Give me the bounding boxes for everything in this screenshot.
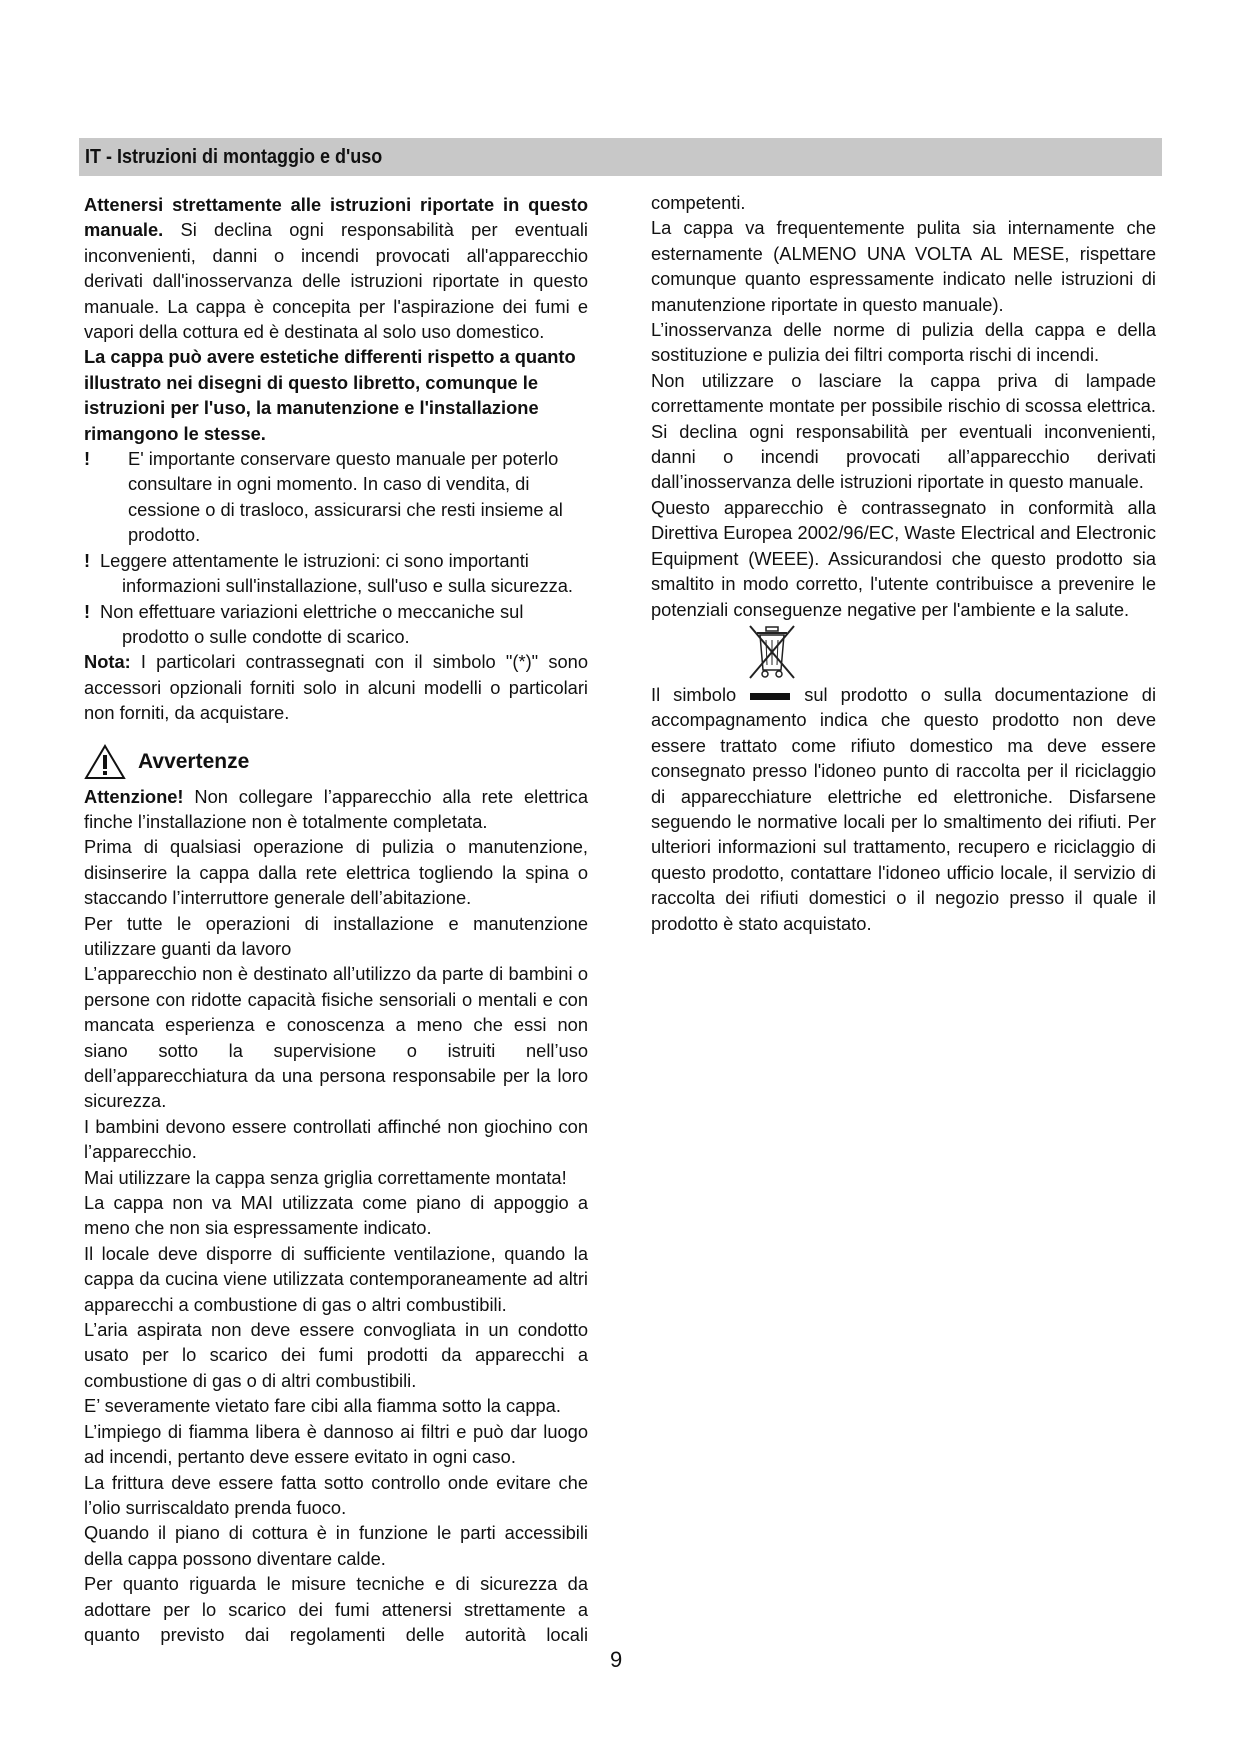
design-note: La cappa può avere estetiche differenti rispetto a quanto illustrato nei disegni di questo libretto, comunque le istruzioni per l'uso, la manutenzione e l'installazione rimangono le stesse. [84, 346, 576, 444]
paragraph: Per tutte le operazioni di installazione e manutenzione utilizzare guanti da lavoro [84, 912, 588, 959]
nota-text: I particolari contrassegnati con il simbolo "(*)" sono accessori opzionali forniti solo in alcuni modelli o particolari non forniti, da acquistare. [84, 651, 588, 724]
paragraph: L’apparecchio non è destinato all’utilizzo da parte di bambini o persone con ridotte capacità fisiche sensoriali o mentali e con mancata esperienza e conoscenza a meno che essi non siano sotto la supervisione o istruiti nell’uso dell’apparecchiatura da una persona responsabile per la loro sicurezza. [84, 963, 588, 1112]
paragraph: L’inosservanza delle norme di pulizia della cappa e della sostituzione e pulizia dei filtri comporta rischi di incendi. [651, 319, 1156, 366]
warning-title: Avvertenze [138, 749, 250, 773]
bullet-text: Non effettuare variazioni elettriche o meccaniche sul prodotto o sulle condotte di scarico. [100, 600, 524, 647]
paragraph: La cappa va frequentemente pulita sia internamente che esternamente (ALMENO UNA VOLTA AL MESE, rispettare comunque quanto espressamente indicato nelle istruzioni di manutenzione riportate in questo manuale). [651, 217, 1156, 315]
exclamation-icon: ! [84, 448, 91, 470]
section-header-bar [79, 138, 1162, 176]
bullet-text: Leggere attentamente le istruzioni: ci sono importanti informazioni sull'installazione, sull'uso e sulla sicurezza. [100, 549, 574, 597]
warning-heading [84, 740, 588, 784]
intro-bold: Attenersi strettamente alle istruzioni riportate in questo manuale. [84, 194, 588, 241]
paragraph: Non utilizzare o lasciare la cappa priva di lampade correttamente montate per possibile rischio di scossa elettrica. [651, 369, 1156, 417]
right-column [651, 190, 1156, 936]
weee-symbol-area [651, 624, 1156, 682]
paragraph: Si declina ogni responsabilità per eventuali inconvenienti, danni o incendi provocati all’apparecchio derivati dall’inosservanza delle istruzioni riportate in questo manuale. [651, 420, 1156, 493]
warning-triangle-icon [84, 744, 126, 780]
bullet-item [84, 548, 588, 599]
bullet-item [84, 599, 588, 650]
paragraph: L’aria aspirata non deve essere convogliata in un condotto usato per lo scarico dei fumi prodotti da apparecchi a combustione di gas o di altri combustibili. [84, 1319, 588, 1391]
section-title: IT - Istruzioni di montaggio e d'uso [85, 146, 383, 168]
paragraph: Il locale deve disporre di sufficiente ventilazione, quando la cappa da cucina viene utilizzata contemporaneamente ad altri apparecchi a combustione di gas o altri combustibili. [84, 1242, 588, 1315]
paragraph: Questo apparecchio è contrassegnato in conformità alla Direttiva Europea 2002/96/EC, Waste Electrical and Electronic Equipment (WEEE). Assicurandosi che questo prodotto sia smaltito in modo corretto, l'utente contribuisce a prevenire le potenziali conseguenze negative per l'ambiente e la salute. [651, 496, 1156, 620]
intro-text: Si declina ogni responsabilità per eventuali inconvenienti, danni o incendi provocati all'apparecchio derivati dall'inosservanza delle istruzioni riportate in questo manuale. La cappa è concepita per l'aspirazione dei fumi e vapori della cottura ed è destinata al solo uso domestico. [84, 219, 588, 343]
exclamation-icon: ! [84, 549, 91, 571]
symbol-prefix: Il simbolo [651, 683, 737, 705]
attenzione-text: Non collegare l’apparecchio alla rete elettrica finche l’installazione non è totalmente completata. [84, 785, 588, 832]
symbol-text: sul prodotto o sulla documentazione di accompagnamento indica che questo prodotto non deve essere trattato come rifiuto domestico ma deve essere consegnato presso l'idoneo punto di raccolta per il riciclaggio di apparecchiature elettriche ed elettroniche. Disfarsene seguendo le normative locali per lo smaltimento dei rifiuti. Per ulteriori informazioni sul trattamento, recupero e riciclaggio di questo prodotto, contattare l'idoneo ufficio locale, il servizio di raccolta dei rifiuti domestici o il negozio presso il quale il prodotto è stato acquistato. [651, 683, 1157, 934]
page-number: 9 [610, 1647, 623, 1672]
paragraph: I bambini devono essere controllati affinché non giochino con l’apparecchio. [84, 1115, 588, 1163]
paragraph: La frittura deve essere fatta sotto controllo onde evitare che l’olio surriscaldato prenda fuoco. [84, 1471, 588, 1518]
weee-paragraph [651, 682, 1156, 936]
exclamation-icon: ! [84, 600, 91, 622]
paragraph: Quando il piano di cottura è in funzione le parti accessibili della cappa possono diventare calde. [84, 1522, 588, 1569]
bullet-text: E' importante conservare questo manuale per poterlo consultare in ogni momento. In caso di vendita, di cessione o di trasloco, assicurarsi che resti insieme al prodotto. [128, 448, 563, 546]
paragraph: Per quanto riguarda le misure tecniche e di sicurezza da adottare per lo scarico dei fumi attenersi strettamente a quanto previsto dai regolamenti delle autorità locali [84, 1573, 588, 1645]
bullet-item [84, 446, 588, 548]
weee-bin-icon [746, 624, 798, 680]
attenzione-label: Attenzione! [84, 785, 184, 807]
paragraph: La cappa non va MAI utilizzata come piano di appoggio a meno che non sia espressamente indicato. [84, 1192, 588, 1239]
paragraph: E’ severamente vietato fare cibi alla fiamma sotto la cappa. [84, 1395, 561, 1417]
weee-bar-icon [750, 693, 790, 700]
paragraph: Mai utilizzare la cappa senza griglia correttamente montata! [84, 1166, 567, 1188]
nota-label: Nota: [84, 651, 131, 673]
attenzione-paragraph [84, 784, 588, 835]
paragraph: L’impiego di fiamma libera è dannoso ai filtri e può dar luogo ad incendi, pertanto deve essere evitato in ogni caso. [84, 1420, 588, 1468]
left-column [84, 192, 588, 1647]
paragraph: competenti. [651, 192, 746, 213]
intro-paragraph [84, 192, 588, 344]
paragraph: Prima di qualsiasi operazione di pulizia o manutenzione, disinserire la cappa dalla rete elettrica togliendo la spina o staccando l’interruttore generale dell’abitazione. [84, 836, 588, 909]
nota-paragraph [84, 649, 588, 725]
